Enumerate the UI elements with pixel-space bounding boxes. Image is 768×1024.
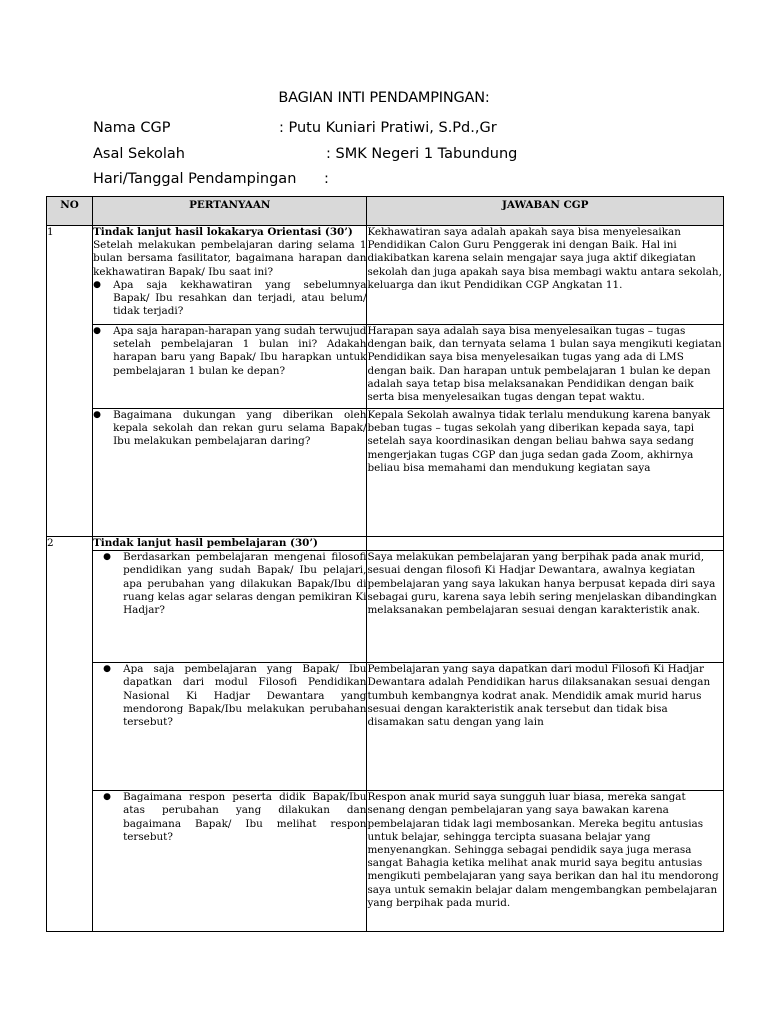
tanggal-label: Hari/Tanggal Pendampingan <box>93 171 297 187</box>
question-text: Apa saja pembelajaran yang Bapak/ Ibu dapatkan dari modul Filosofi Pendidikan Nasional Ki Hadjar Dewantara yang mendorong Bapak/Ibu melakukan perubahan tersebut? <box>123 663 367 729</box>
answer-cell: Harapan saya adalah saya bisa menyelesaikan tugas – tugas dengan baik, dan ternyata selama 1 bulan saya mengikuti kegiatan Pendidikan saya bisa menyelesaikan tugas yang ada di LMS dengan baik. Dan harapan untuk pembelajaran 1 bulan ke depan adalah saya tetap bisa melaksanakan Pendidikan dengan baik serta bisa menyelesaikan tugas dengan tepat waktu. <box>367 325 724 409</box>
sekolah-label: Asal Sekolah <box>93 146 185 162</box>
list-item <box>93 279 366 319</box>
answer-cell: Saya melakukan pembelajaran yang berpihak pada anak murid, sesuai dengan filosofi Ki Hadjar Dewantara, awalnya kegiatan pembelajaran yang saya lakukan hanya berpusat kepada diri saya sebagai guru, karena saya lebih sering menjelaskan dibandingkan melaksanakan pembelajaran sesuai dengan karakteristik anak. <box>367 551 724 663</box>
bullet-icon: ● <box>93 410 101 420</box>
table-row <box>47 537 724 551</box>
list-item <box>93 325 366 378</box>
sekolah-value: : SMK Negeri 1 Tabundung <box>326 146 518 162</box>
header-no: NO <box>47 197 93 226</box>
question-cell <box>93 325 367 409</box>
question-text: Berdasarkan pembelajaran mengenai filosofi pendidikan yang sudah Bapak/ Ibu pelajari, apa perubahan yang dilakukan Bapak/Ibu di ruang kelas agar selaras dengan pemikiran Ki Hadjar? <box>123 551 367 617</box>
question-cell <box>93 551 367 663</box>
answer-cell: Respon anak murid saya sungguh luar biasa, mereka sangat senang dengan pembelajaran yang saya bawakan karena pembelajaran tidak lagi membosankan. Mereka begitu antusias untuk belajar, sehingga tercipta suasana belajar yang menyenangkan. Sehingga sebagai pendidik saya juga merasa sangat Bahagia ketika melihat anak murid saya begitu antusias mengikuti pembelajaran yang saya berikan dan hal itu mendorong saya untuk semakin belajar dalam mengembangkan pembelajaran yang berpihak pada murid. <box>367 791 724 932</box>
row-number-1: 1 <box>47 226 93 537</box>
page-title: BAGIAN INTI PENDAMPINGAN: <box>278 90 490 106</box>
info-tanggal <box>93 171 329 187</box>
bullet-icon: ● <box>103 792 111 803</box>
section-heading: Tindak lanjut hasil lokakarya Orientasi (30’) <box>93 226 353 238</box>
nama-label: Nama CGP <box>93 120 171 136</box>
header-pertanyaan: PERTANYAAN <box>93 197 367 226</box>
question-text: Bagaimana dukungan yang diberikan oleh kepala sekolah dan rekan guru selama Bapak/ Ibu melakukan pembelajaran daring? <box>113 409 367 448</box>
question-cell <box>93 409 367 537</box>
tanggal-value: : <box>324 171 329 187</box>
list-item <box>93 663 366 729</box>
question-cell <box>93 226 367 325</box>
list-item <box>93 409 366 449</box>
table-row <box>47 325 724 409</box>
answer-cell <box>367 537 724 551</box>
bullet-icon: ● <box>93 326 101 336</box>
list-item <box>93 791 366 844</box>
question-cell <box>93 537 367 551</box>
table-header-row <box>47 197 724 226</box>
nama-value: : Putu Kuniari Pratiwi, S.Pd.,Gr <box>279 120 497 136</box>
header-jawaban: JAWABAN CGP <box>367 197 724 226</box>
pendampingan-table <box>46 196 724 932</box>
section-intro: Setelah melakukan pembelajaran daring selama 1 bulan bersama fasilitator, bagaimana harapan dan kekhawatiran Bapak/ Ibu saat ini? <box>93 239 367 278</box>
answer-cell: Pembelajaran yang saya dapatkan dari modul Filosofi Ki Hadjar Dewantara adalah Pendidikan harus dilaksanakan sesuai dengan tumbuh kembangnya kodrat anak. Mendidik amak murid harus sesuai dengan karakteristik anak tersebut dan tidak bisa disamakan satu dengan yang lain <box>367 663 724 791</box>
table-row <box>47 551 724 663</box>
question-text: Apa saja kekhawatiran yang sebelumnya Bapak/ Ibu resahkan dan terjadi, atau belum/ tidak terjadi? <box>113 278 367 318</box>
section-heading: Tindak lanjut hasil pembelajaran (30’) <box>93 537 318 549</box>
answer-cell: Kekhawatiran saya adalah apakah saya bisa menyelesaikan Pendidikan Calon Guru Penggerak ini dengan Baik. Hal ini diakibatkan karena selain mengajar saya juga aktif dikegiatan sekolah dan juga apakah saya bisa membagi waktu antara sekolah, keluarga dan ikut Pendidikan CGP Angkatan 11. <box>367 226 724 325</box>
table-row <box>47 791 724 932</box>
question-cell <box>93 791 367 932</box>
bullet-icon: ● <box>93 279 101 290</box>
table-row <box>47 409 724 537</box>
row-number-2: 2 <box>47 537 93 932</box>
answer-cell: Kepala Sekolah awalnya tidak terlalu mendukung karena banyak beban tugas – tugas sekolah yang diberikan kepada saya, tapi setelah saya koordinasikan dengan beliau bahwa saya sedang mengerjakan tugas CGP dan juga sedan gada Zoom, akhirnya beliau bisa memahami dan mendukung kegiatan saya <box>367 409 724 537</box>
list-item <box>93 551 366 617</box>
question-text: Apa saja harapan-harapan yang sudah terwujud setelah pembelajaran 1 bulan ini? Adakah harapan baru yang Bapak/ Ibu harapkan untuk pembelajaran 1 bulan ke depan? <box>113 325 367 377</box>
bullet-icon: ● <box>103 552 111 563</box>
bullet-icon: ● <box>103 664 111 675</box>
table-row <box>47 226 724 325</box>
question-cell <box>93 663 367 791</box>
table-row <box>47 663 724 791</box>
question-text: Bagaimana respon peserta didik Bapak/Ibu atas perubahan yang dilakukan dan bagaimana Bapak/ Ibu melihat respon tersebut? <box>123 791 367 843</box>
info-sekolah <box>93 146 518 162</box>
info-nama <box>93 120 497 136</box>
